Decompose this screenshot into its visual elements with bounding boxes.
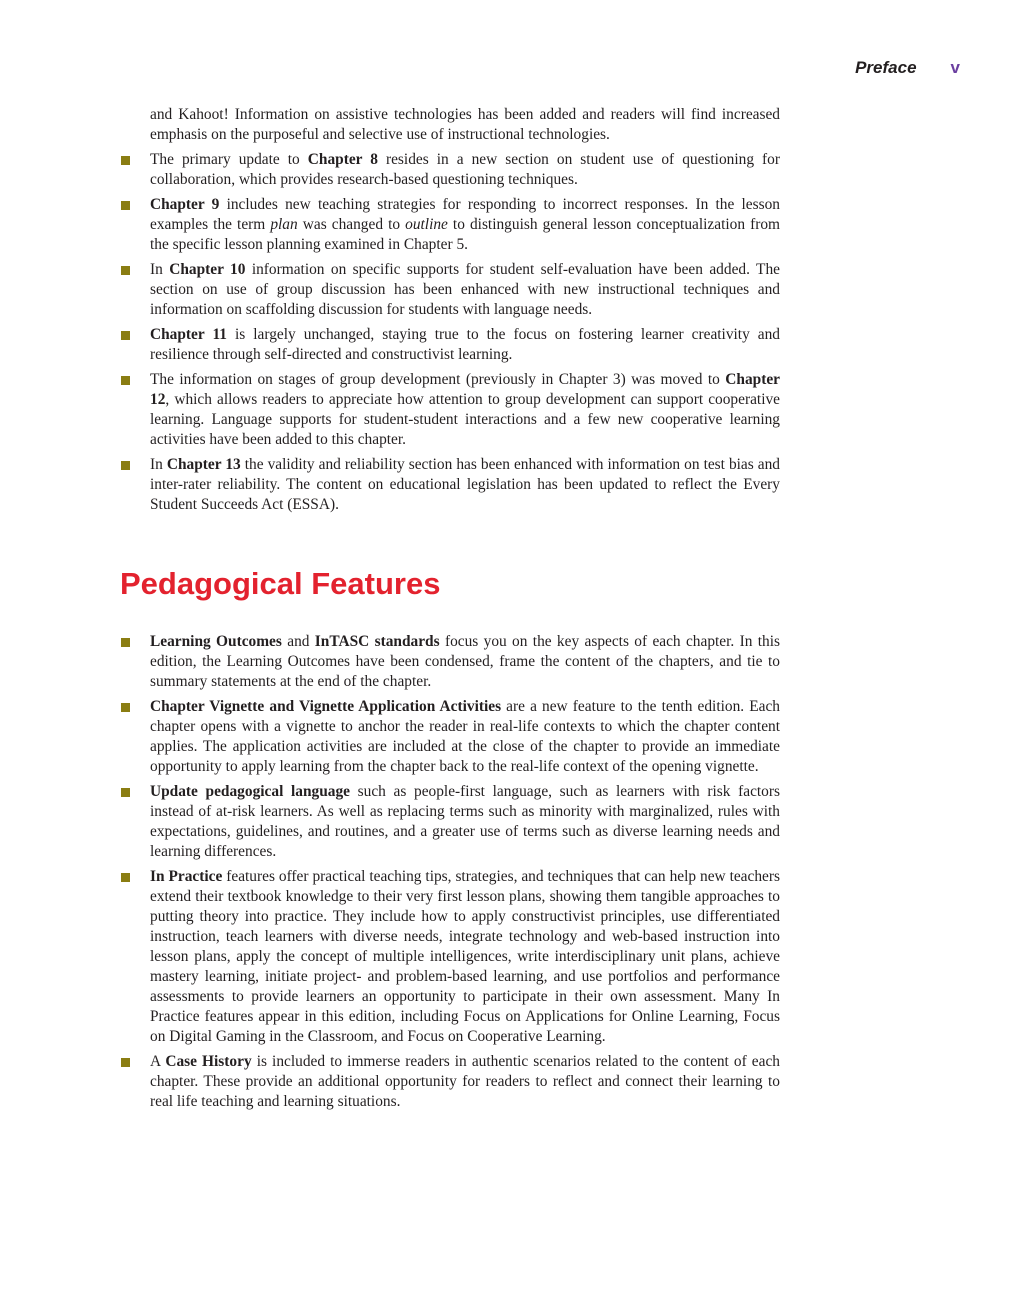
list-item: The primary update to Chapter 8 resides in a new section on student use of questioning for collaboration, which provides research-based questioning techniques. [120, 150, 780, 190]
list-item: The information on stages of group development (previously in Chapter 3) was moved to Chapter 12, which allows readers to appreciate how attention to group development can support cooperative learning. Language supports for student-student interactions and a few new cooperative learning activities have been added to this chapter. [120, 370, 780, 450]
list-item: Chapter Vignette and Vignette Application Activities are a new feature to the tenth edition. Each chapter opens with a vignette to anchor the reader in real-life contexts to which the chapter content applies. The application activities are included at the close of the chapter to provide an immediate opportunity to apply learning from the chapter back to the real-life context of the opening vignette. [120, 697, 780, 777]
list-item: Chapter 9 includes new teaching strategies for responding to incorrect responses. In the lesson examples the term plan was changed to outline to distinguish general lesson conceptualization from the specific lesson planning examined in Chapter 5. [120, 195, 780, 255]
list-item: In Chapter 10 information on specific supports for student self-evaluation have been added. The section on use of group discussion has been enhanced with new instructional techniques and information on scaffolding discussion for students with language needs. [120, 260, 780, 320]
bullet-icon [121, 331, 130, 340]
bullet-icon [121, 638, 130, 647]
continuation-paragraph: and Kahoot! Information on assistive technologies has been added and readers will find increased emphasis on the purposeful and selective use of instructional technologies. [150, 106, 780, 143]
bullet-icon [121, 201, 130, 210]
list-item: Chapter 11 is largely unchanged, staying true to the focus on fostering learner creativity and resilience through self-directed and constructivist learning. [120, 325, 780, 365]
bullet-icon [121, 376, 130, 385]
features-list [120, 632, 780, 1117]
bullet-icon [121, 873, 130, 882]
list-item: In Practice features offer practical teaching tips, strategies, and techniques that can help new teachers extend their textbook knowledge to their very first lesson plans, showing them tangible approaches to putting theory into practice. They include how to apply constructivist principles, use differentiated instruction, teach learners with diverse needs, integrate technology and web-based instruction into lesson plans, apply the concept of multiple intelligences, write interdisciplinary unit plans, achieve mastery learning, initiate project- and problem-based learning, and use portfolios and performance assessments to provide learners an opportunity to participate in their own assessment. Many In Practice features appear in this edition, including Focus on Applications for Online Learning, Focus on Digital Gaming in the Classroom, and Focus on Cooperative Learning. [120, 867, 780, 1047]
list-item: Update pedagogical language such as people-first language, such as learners with risk factors instead of at-risk learners. As well as replacing terms such as minority with marginalized, rules with expectations, guidelines, and routines, and a greater use of terms such as diverse learning needs and learning differences. [120, 782, 780, 862]
page-number: v [950, 58, 960, 77]
running-head [855, 58, 960, 78]
bullet-icon [121, 788, 130, 797]
section-heading: Pedagogical Features [120, 566, 441, 601]
bullet-icon [121, 266, 130, 275]
list-item: In Chapter 13 the validity and reliability section has been enhanced with information on test bias and inter-rater reliability. The content on educational legislation has been updated to reflect the Every Student Succeeds Act (ESSA). [120, 455, 780, 515]
section-title: Preface [855, 58, 917, 77]
bullet-icon [121, 1058, 130, 1067]
chapter-updates-list [120, 150, 780, 520]
bullet-icon [121, 703, 130, 712]
bullet-icon [121, 461, 130, 470]
list-item: A Case History is included to immerse readers in authentic scenarios related to the content of each chapter. These provide an additional opportunity for readers to reflect and connect their learning to real life teaching and learning situations. [120, 1052, 780, 1112]
list-item: Learning Outcomes and InTASC standards focus you on the key aspects of each chapter. In this edition, the Learning Outcomes have been condensed, frame the content of the chapters, and tie to summary statements at the end of the chapter. [120, 632, 780, 692]
bullet-icon [121, 156, 130, 165]
